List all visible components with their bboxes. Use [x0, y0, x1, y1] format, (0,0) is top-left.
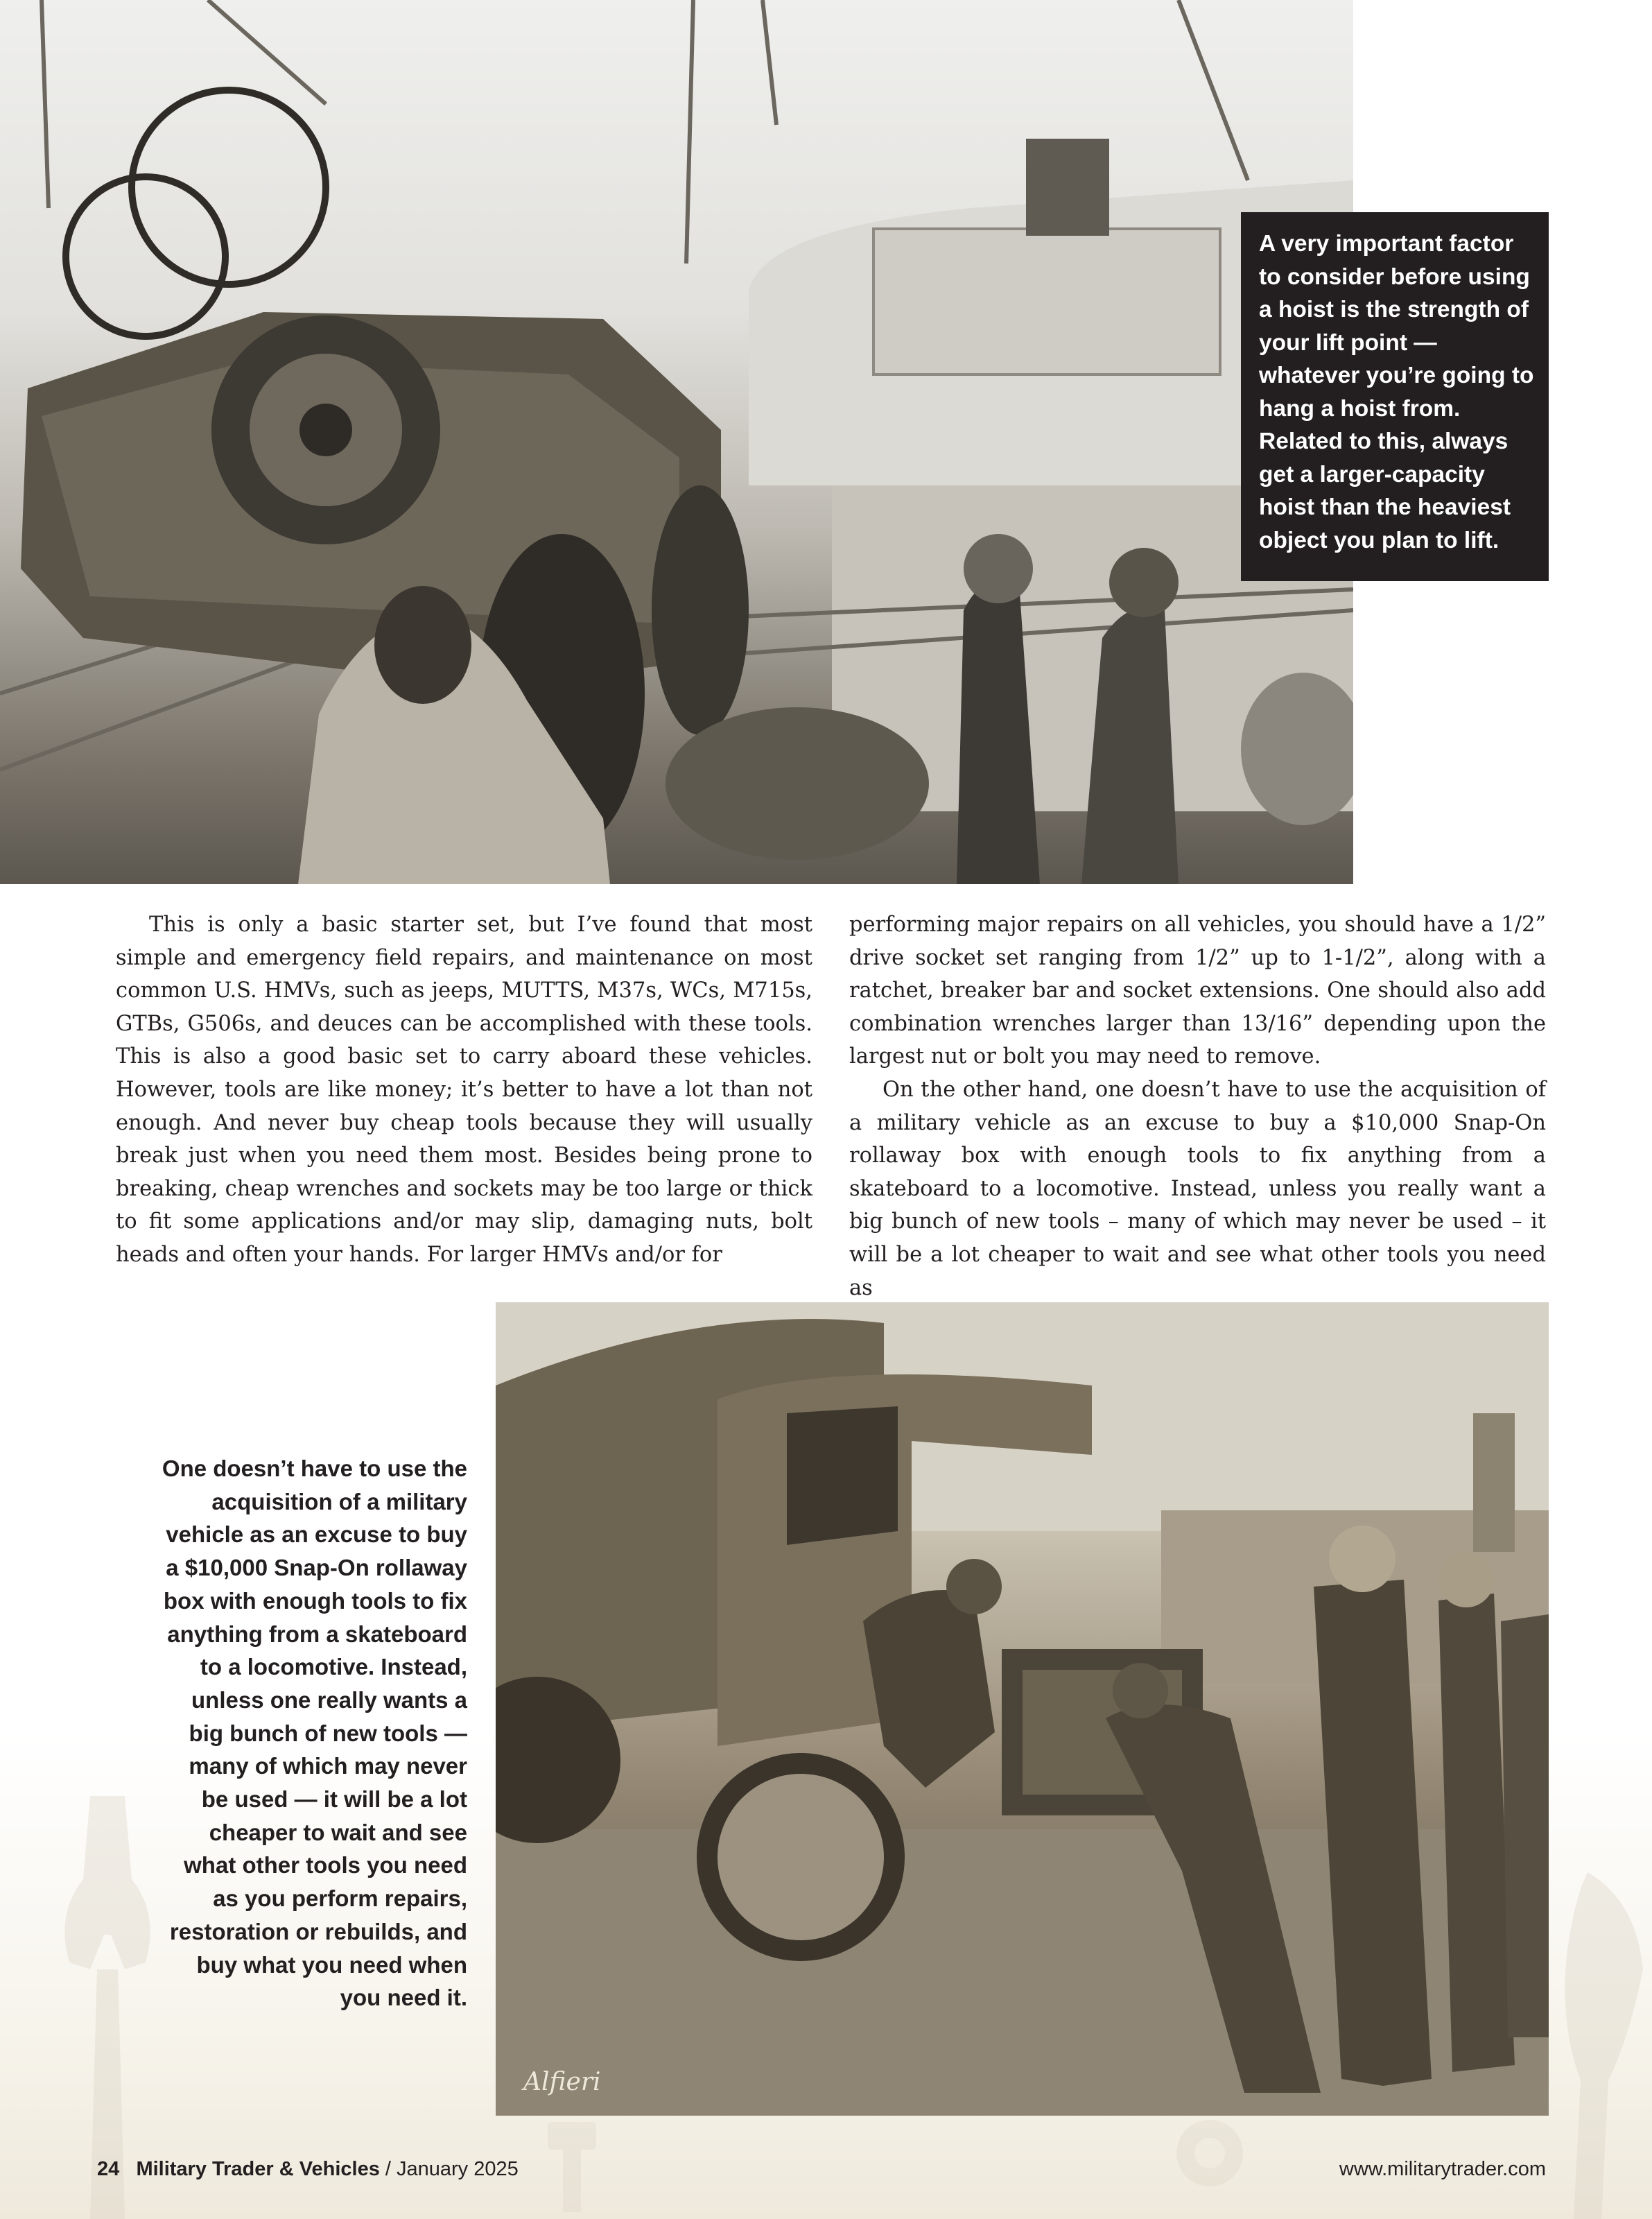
photographer-signature: Alfieri [523, 2068, 601, 2096]
article-paragraph: performing major repairs on all vehicles, you should have a 1/2” drive socket set ranging from 1/2” up to 1-1/2”, along with a ratchet, breaker bar and socket extensions. One should also add combination wrenches larger than 13/16” depending upon the largest nut or bolt you may need to remove. [849, 913, 1546, 1069]
pliers-decoration-icon [1546, 1872, 1650, 2219]
page-footer [97, 2158, 1546, 2186]
top-photo-jeep-hoisted-aboard-ship [0, 0, 1353, 884]
magazine-title: Military Trader & Vehicles [136, 2158, 380, 2180]
issue-date: / January 2025 [379, 2158, 519, 2180]
top-photo-scene [0, 0, 1353, 884]
article-column-2 [849, 908, 1546, 1304]
footer-left [97, 2158, 519, 2181]
top-photo-caption: A very important factor to consider before using a hoist is the strength of your lift point — whatever you’re going to hang a hoist from. Related to this, always get a larger-capacity hoist than the heaviest object you plan to lift. [1259, 231, 1534, 553]
top-photo-caption-box [1241, 212, 1549, 581]
bottom-photo-soldiers-repairing-truck [496, 1302, 1549, 2116]
pull-quote: One doesn’t have to use the acquisition of a military vehicle as an excuse to buy a $10,000 Snap-On rollaway box with enough tools to fix anything from a skateboard to a locomotive. Instead, unless one really wants a big bunch of new tools — many of which may never be used — it will be a lot cheaper to wait and see what other tools you need as you perform repairs, restoration or rebuilds, and buy what you need when you need it. [162, 1456, 467, 2011]
page-number: 24 [97, 2158, 120, 2180]
article-paragraph: This is only a basic starter set, but I’ve found that most simple and emergency field repairs, and maintenance on most common U.S. HMVs, such as jeeps, MUTTS, M37s, WCs, M715s, GTBs, G506s, and deuces can be accomplished with these tools. This is also a good basic set to carry aboard these vehicles. However, tools are like money; it’s better to have a lot than not enough. And never buy cheap tools because they will usually break just when you need them most. Besides being prone to breaking, cheap wrenches and sockets may be too large or thick to fit some applications and/or may slip, damaging nuts, bolt heads and often your hands. For larger HMVs and/or for [116, 913, 812, 1267]
bottom-photo-scene [496, 1302, 1549, 2116]
website-link[interactable]: www.militarytrader.com [1339, 2158, 1546, 2180]
wrench-decoration-icon [42, 1796, 173, 2219]
article-column-1 [116, 908, 812, 1272]
article-paragraph: On the other hand, one doesn’t have to use the acquisition of a military vehicle as an excuse to buy a $10,000 Snap-On rollaway box with enough tools to fix anything from a skateboard to a locomotive. Instead, unless you really want a big bunch of new tools – many of which may never be used – it will be a lot cheaper to wait and see what other tools you need as [849, 1077, 1546, 1300]
